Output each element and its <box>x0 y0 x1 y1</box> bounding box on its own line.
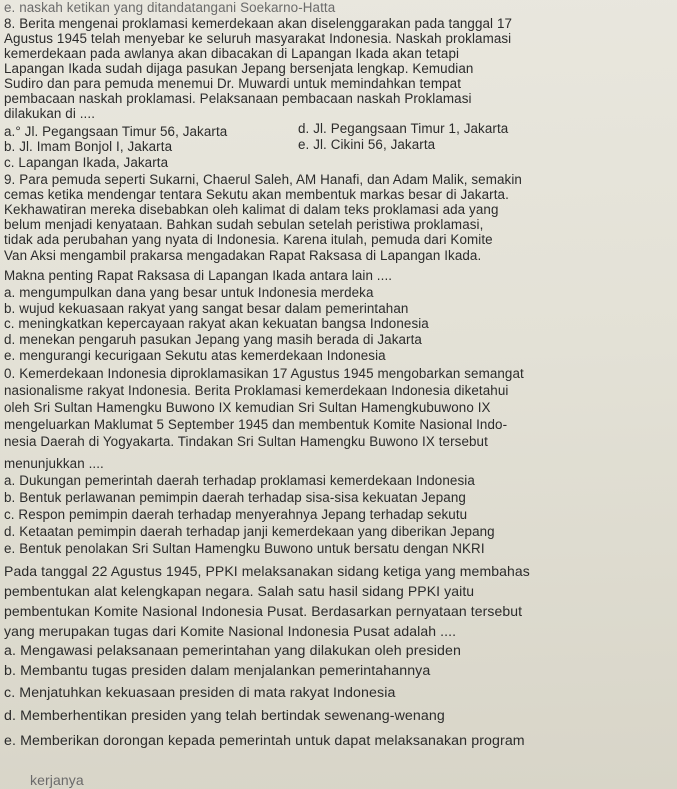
q9-option-a: a. mengumpulkan dana yang besar untuk Indonesia merdeka <box>4 285 374 300</box>
q10-line: nasionalisme rakyat Indonesia. Berita Proklamasi kemerdekaan Indonesia diketahui <box>4 383 509 398</box>
q11-line: pembentukan Komite Nasional Indonesia Pusat. Berdasarkan pernyataan tersebut <box>4 603 523 619</box>
q8-line: Lapangan Ikada sudah dijaga pasukan Jepang bersenjata lengkap. Kemudian <box>4 61 474 76</box>
q8-line: pembacaan naskah proklamasi. Pelaksanaan pembacaan naskah Proklamasi <box>4 91 472 106</box>
partial-bottom-line: kerjanya <box>30 772 84 788</box>
q11-option-b: b. Membantu tugas presiden dalam menjalankan pemerintahannya <box>4 663 431 679</box>
q8-line: Agustus 1945 telah menyebar ke seluruh masyarakat Indonesia. Naskah proklamasi <box>4 31 512 46</box>
q9-line: 9. Para pemuda seperti Sukarni, Chaerul Saleh, AM Hanafi, dan Adam Malik, semakin <box>4 172 522 187</box>
q9-line: Makna penting Rapat Raksasa di Lapangan Ikada antara lain .... <box>4 268 393 283</box>
q10-line: nesia Daerah di Yogyakarta. Tindakan Sri Sultan Hamengku Buwono IX tersebut <box>4 434 488 449</box>
q9-line: tidak ada perubahan yang nyata di Indonesia. Karena itulah, pemuda dari Komite <box>4 232 493 247</box>
q10-option-a: a. Dukungan pemerintah daerah terhadap proklamasi kemerdekaan Indonesia <box>4 473 475 488</box>
q8-option-d: d. Jl. Pegangsaan Timur 1, Jakarta <box>298 121 509 136</box>
q11-option-d: d. Memberhentikan presiden yang telah bertindak sewenang-wenang <box>4 708 445 724</box>
q10-option-d: d. Ketaatan pemimpin daerah terhadap janji kemerdekaan yang diberikan Jepang <box>4 524 495 539</box>
q8-option-b: b. Jl. Imam Bonjol I, Jakarta <box>4 139 173 154</box>
q8-option-a: a.° Jl. Pegangsaan Timur 56, Jakarta <box>4 124 228 139</box>
q8-line: kemerdekaan pada awlanya akan dibacakan di Lapangan Ikada akan tetapi <box>4 46 460 61</box>
q9-option-e: e. mengurangi kecurigaan Sekutu atas kemerdekaan Indonesia <box>4 348 386 363</box>
q11-line: yang merupakan tugas dari Komite Nasional Indonesia Pusat adalah .... <box>4 623 457 639</box>
q9-option-c: c. meningkatkan kepercayaan rakyat akan kekuatan bangsa Indonesia <box>4 316 429 331</box>
q9-option-b: b. wujud kekuasaan rakyat yang sangat besar dalam pemerintahan <box>4 301 409 316</box>
q9-line: cemas ketika mendengar tentara Sekutu akan membentuk markas besar di Jakarta. <box>4 187 509 202</box>
q10-option-c: c. Respon pemimpin daerah terhadap menyerahnya Jepang terhadap sekutu <box>4 507 468 522</box>
q10-option-b: b. Bentuk perlawanan pemimpin daerah terhadap sisa-sisa kekuatan Jepang <box>4 490 466 505</box>
q8-option-c: c. Lapangan Ikada, Jakarta <box>4 155 169 170</box>
q11-option-e: e. Memberikan dorongan kepada pemerintah untuk dapat melaksanakan program <box>4 733 525 749</box>
q9-line: Van Aksi mengambil prakarsa mengadakan Rapat Raksasa di Lapangan Ikada. <box>4 248 482 263</box>
q11-option-c: c. Menjatuhkan kekuasaan presiden di mata rakyat Indonesia <box>4 685 396 701</box>
q11-line: pembentukan alat kelengkapan negara. Salah satu hasil sidang PPKI yaitu <box>4 583 475 599</box>
q8-line: Sudiro dan para pemuda menemui Dr. Muwardi untuk memindahkan tempat <box>4 76 462 91</box>
q10-option-e: e. Bentuk penolakan Sri Sultan Hamengku Buwono untuk bersatu dengan NKRI <box>4 541 485 556</box>
q11-line: Pada tanggal 22 Agustus 1945, PPKI melaksanakan sidang ketiga yang membahas <box>4 563 530 579</box>
q8-line: 8. Berita mengenai proklamasi kemerdekaan akan diselenggarakan pada tanggal 17 <box>4 16 513 31</box>
q11-option-a: a. Mengawasi pelaksanaan pemerintahan yang dilakukan oleh presiden <box>4 643 461 659</box>
q10-line: menunjukkan .... <box>4 456 104 471</box>
q9-line: belum menjadi kenyataan. Bahkan sudah sebulan setelah peristiwa proklamasi, <box>4 217 484 232</box>
partial-top-line: e. naskah ketikan yang ditandatangani Soekarno-Hatta <box>4 0 336 15</box>
q9-option-d: d. menekan pengaruh pasukan Jepang yang masih berada di Jakarta <box>4 332 422 347</box>
q10-line: mengeluarkan Maklumat 5 September 1945 dan membentuk Komite Nasional Indo- <box>4 417 508 432</box>
q8-line: dilakukan di .... <box>4 106 96 121</box>
q10-line: oleh Sri Sultan Hamengku Buwono IX kemudian Sri Sultan Hamengkubuwono IX <box>4 400 491 415</box>
q9-line: Kekhawatiran mereka disebabkan oleh kalimat di dalam teks proklamasi ada yang <box>4 202 499 217</box>
q8-option-e: e. Jl. Cikini 56, Jakarta <box>298 137 436 152</box>
q10-line: 0. Kemerdekaan Indonesia diproklamasikan 17 Agustus 1945 mengobarkan semangat <box>4 366 524 381</box>
